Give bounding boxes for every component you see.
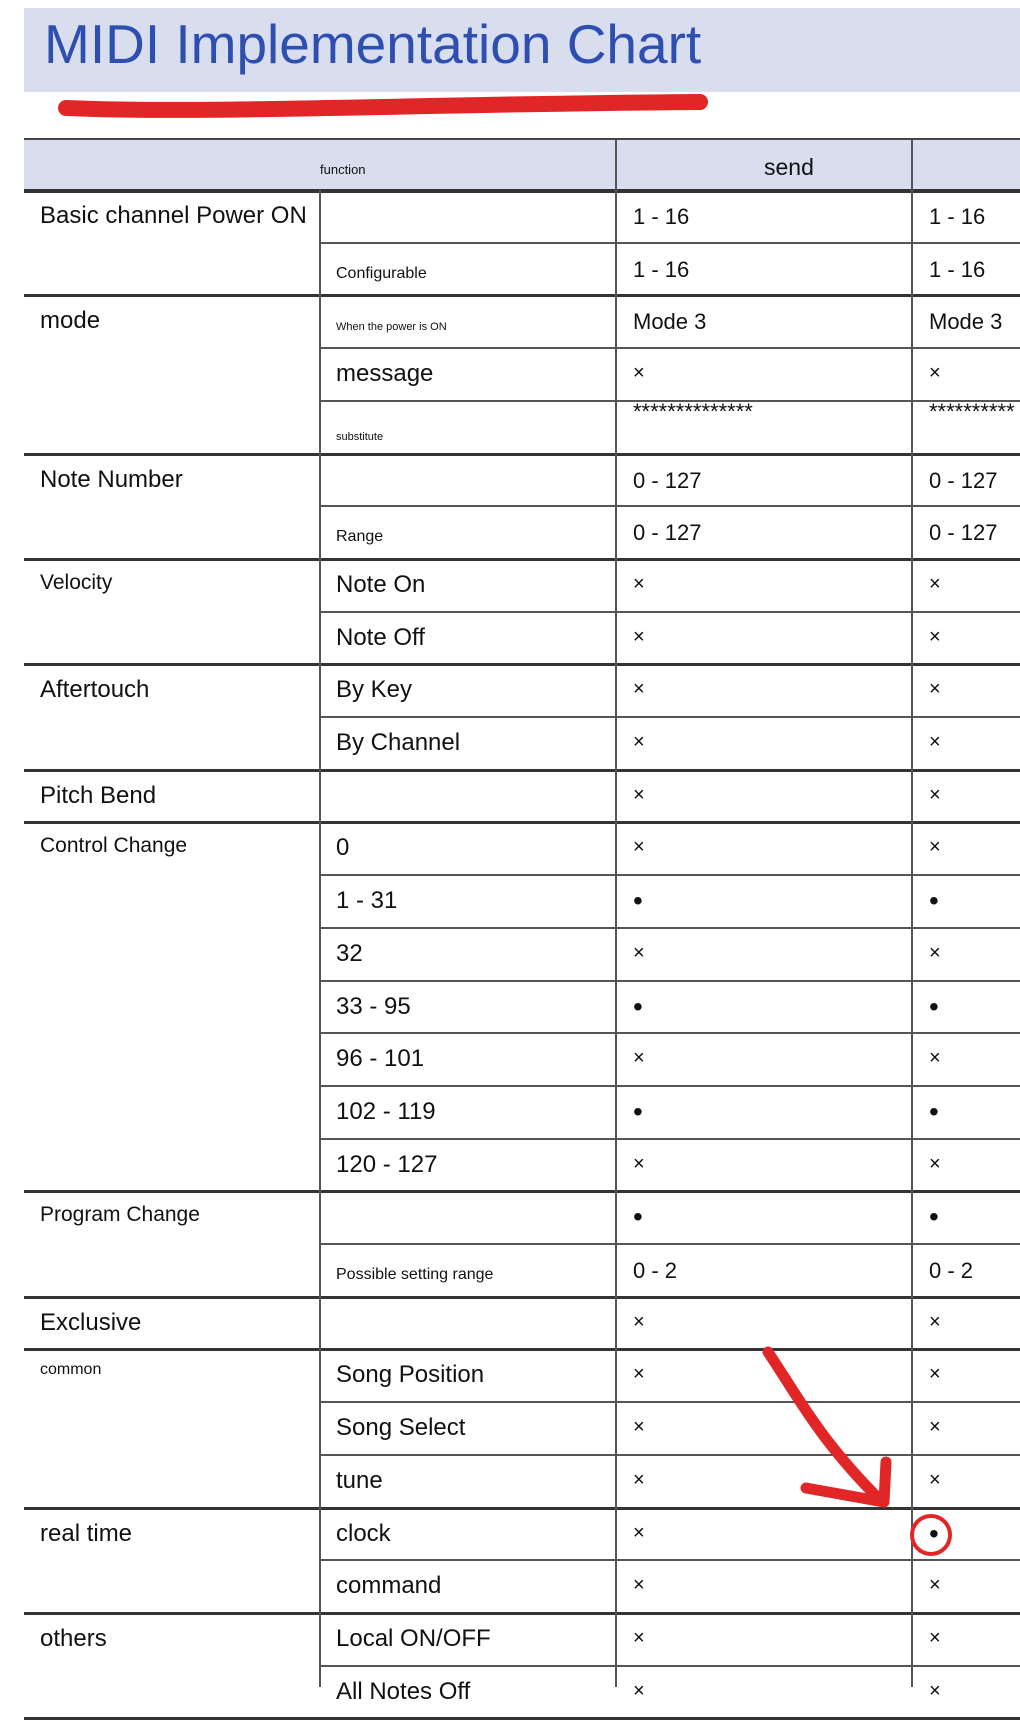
send-value: ************** [633, 398, 753, 424]
receive-value: 1 - 16 [929, 256, 986, 282]
send-value: 0 - 127 [633, 520, 702, 546]
sub-function-label: By Key [336, 676, 413, 704]
column-divider [911, 140, 913, 1687]
send-value: × [633, 1152, 645, 1175]
sub-function-label: When the power is ON [336, 321, 447, 334]
receive-value: × [929, 625, 941, 648]
group-divider [24, 453, 1020, 456]
sub-function-label: Possible setting range [336, 1266, 494, 1283]
sub-function-label: Note On [336, 570, 426, 598]
row-divider [319, 347, 1020, 349]
red-arrow [768, 1352, 880, 1500]
send-value: × [633, 1363, 645, 1386]
group-divider [24, 663, 1020, 666]
receive-value: • [929, 1201, 939, 1233]
group-divider [24, 1612, 1020, 1615]
receive-value: × [929, 1363, 941, 1386]
receive-value: × [929, 1626, 941, 1649]
sub-function-label: Local ON/OFF [336, 1624, 491, 1652]
receive-value: • [929, 885, 939, 917]
receive-value: 1 - 16 [929, 204, 986, 229]
send-value: • [633, 1095, 643, 1127]
row-divider [319, 716, 1020, 718]
header-send: send [764, 154, 814, 180]
send-value: Mode 3 [633, 309, 707, 335]
send-value: × [633, 625, 645, 648]
send-value: 0 - 2 [633, 1258, 678, 1283]
row-divider [319, 1454, 1020, 1456]
row-divider [319, 1085, 1020, 1087]
send-value: × [633, 1626, 645, 1649]
row-divider [319, 1665, 1020, 1667]
sub-function-label: Configurable [336, 264, 427, 282]
receive-value: × [929, 1152, 941, 1175]
sub-function-label: 1 - 31 [336, 887, 398, 915]
receive-value: • [929, 990, 939, 1022]
send-value: × [633, 1468, 645, 1491]
row-divider [319, 1032, 1020, 1034]
receive-value: × [929, 362, 941, 385]
function-label: Control Change [40, 834, 188, 858]
receive-value: ********** [929, 398, 1015, 424]
group-divider [24, 1348, 1020, 1351]
send-value: × [633, 731, 645, 753]
receive-value: × [929, 1416, 941, 1439]
table-header [24, 138, 1020, 193]
sub-function-label: substitute [336, 430, 384, 443]
red-arrow-head [806, 1462, 886, 1502]
row-divider [319, 611, 1020, 613]
receive-value: Mode 3 [929, 309, 1003, 335]
send-value: 1 - 16 [633, 204, 690, 229]
function-label: Exclusive [40, 1308, 142, 1336]
group-divider [24, 1507, 1020, 1510]
row-divider [319, 1243, 1020, 1245]
receive-value: × [929, 941, 941, 964]
receive-value: × [929, 1468, 941, 1491]
group-divider [24, 294, 1020, 297]
receive-value: × [929, 678, 941, 701]
receive-value: 0 - 127 [929, 520, 998, 546]
send-value: × [633, 1047, 645, 1070]
send-value: × [633, 1574, 645, 1597]
group-divider [24, 189, 1020, 192]
receive-value: × [929, 783, 941, 806]
row-divider [319, 874, 1020, 876]
sub-function-label: message [336, 360, 434, 388]
row-divider [319, 980, 1020, 982]
page-title: MIDI Implementation Chart [44, 13, 702, 75]
group-divider [24, 1190, 1020, 1193]
sub-function-label: 32 [336, 939, 363, 967]
receive-value: • [929, 1517, 939, 1549]
sub-function-label: Song Position [336, 1361, 485, 1389]
function-label: Program Change [40, 1203, 200, 1227]
function-label: Aftertouch [40, 676, 150, 704]
receive-value: • [929, 1095, 939, 1127]
receive-value: × [929, 1047, 941, 1070]
row-divider [319, 1559, 1020, 1561]
send-value: × [633, 1310, 645, 1333]
send-value: 0 - 127 [633, 467, 702, 493]
send-value: × [633, 678, 645, 701]
sub-function-label: command [336, 1572, 442, 1600]
send-value: × [633, 836, 645, 859]
sub-function-label: 102 - 119 [336, 1097, 436, 1125]
group-divider [24, 821, 1020, 824]
receive-value: × [929, 1310, 941, 1333]
function-label: Pitch Bend [40, 781, 157, 809]
send-value: × [633, 1416, 645, 1439]
send-value: 1 - 16 [633, 256, 690, 282]
group-divider [24, 558, 1020, 561]
send-value: • [633, 990, 643, 1022]
function-label: common [40, 1361, 102, 1379]
column-divider [319, 190, 321, 1687]
sub-function-label: All Notes Off [336, 1677, 471, 1705]
function-label: mode [40, 307, 101, 335]
sub-function-label: clock [336, 1519, 391, 1547]
red-underline [66, 102, 700, 110]
function-label: others [40, 1624, 107, 1652]
sub-function-label: 120 - 127 [336, 1150, 438, 1178]
header-function: function [320, 162, 366, 177]
row-divider [319, 242, 1020, 244]
sub-function-label: 96 - 101 [336, 1045, 425, 1073]
send-value: • [633, 1201, 643, 1233]
send-value: × [633, 572, 645, 595]
row-divider [319, 1401, 1020, 1403]
sub-function-label: 33 - 95 [336, 992, 411, 1020]
group-divider [24, 1296, 1020, 1299]
sub-function-label: 0 [336, 834, 350, 862]
send-value: × [633, 1521, 645, 1544]
function-label: Note Number [40, 465, 183, 493]
column-divider [615, 140, 617, 1687]
receive-value: × [929, 572, 941, 595]
receive-value: × [929, 836, 941, 859]
sub-function-label: Note Off [336, 623, 425, 651]
sub-function-label: tune [336, 1466, 383, 1494]
receive-value: 0 - 2 [929, 1258, 974, 1283]
receive-value: × [929, 1574, 941, 1597]
send-value: × [633, 941, 645, 964]
group-divider [24, 769, 1020, 772]
sub-function-label: Song Select [336, 1414, 466, 1442]
function-label: real time [40, 1519, 133, 1547]
receive-value: 0 - 127 [929, 467, 998, 493]
function-label: Velocity [40, 570, 113, 594]
send-value: × [633, 783, 645, 806]
row-divider [319, 1138, 1020, 1140]
row-divider [319, 927, 1020, 929]
sub-function-label: Range [336, 528, 384, 546]
receive-value: × [929, 731, 941, 753]
row-divider [319, 505, 1020, 507]
sub-function-label: By Channel [336, 729, 461, 756]
send-value: × [633, 1679, 645, 1702]
receive-value: × [929, 1679, 941, 1702]
send-value: • [633, 885, 643, 917]
send-value: × [633, 362, 645, 385]
function-label: Basic channel Power ON [40, 202, 307, 229]
